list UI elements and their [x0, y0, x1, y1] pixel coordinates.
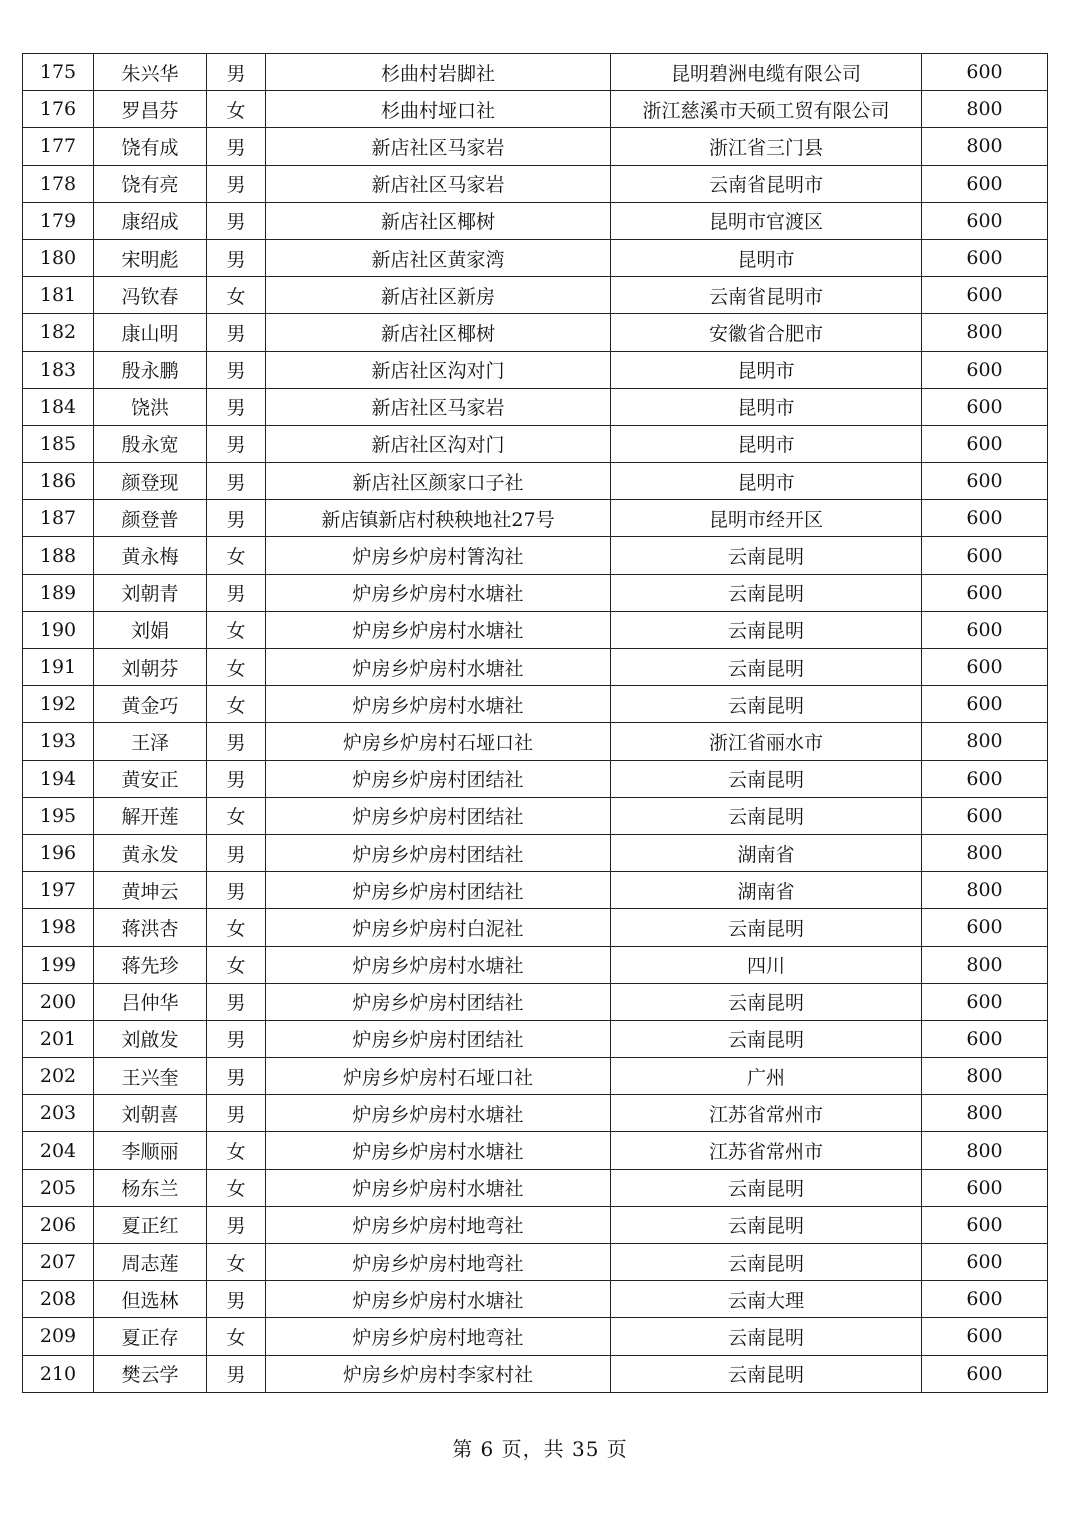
table-row: [23, 1281, 1048, 1318]
gender-cell: 男: [207, 165, 266, 202]
gender-cell: 女: [207, 1318, 266, 1355]
name-cell: 樊云学: [94, 1355, 207, 1392]
row-number: 181: [23, 277, 94, 314]
work-location-cell: 安徽省合肥市: [611, 314, 922, 351]
address-cell: 新店社区沟对门: [266, 425, 611, 462]
gender-cell: 女: [207, 909, 266, 946]
address-cell: 炉房乡炉房村水塘社: [266, 1095, 611, 1132]
work-location-cell: 浙江慈溪市天硕工贸有限公司: [611, 91, 922, 128]
amount-cell: 600: [922, 574, 1048, 611]
work-location-cell: 云南昆明: [611, 611, 922, 648]
table-row: [23, 834, 1048, 871]
row-number: 179: [23, 202, 94, 239]
row-number: 185: [23, 425, 94, 462]
work-location-cell: 云南昆明: [611, 649, 922, 686]
row-number: 199: [23, 946, 94, 983]
amount-cell: 600: [922, 54, 1048, 91]
table-row: [23, 277, 1048, 314]
row-number: 178: [23, 165, 94, 202]
address-cell: 新店社区黄家湾: [266, 239, 611, 276]
row-number: 180: [23, 239, 94, 276]
amount-cell: 600: [922, 686, 1048, 723]
name-cell: 蒋洪杏: [94, 909, 207, 946]
row-number: 202: [23, 1058, 94, 1095]
work-location-cell: 昆明市: [611, 239, 922, 276]
row-number: 182: [23, 314, 94, 351]
gender-cell: 女: [207, 1169, 266, 1206]
name-cell: 蒋先珍: [94, 946, 207, 983]
work-location-cell: 云南昆明: [611, 760, 922, 797]
table-row: [23, 574, 1048, 611]
gender-cell: 女: [207, 1132, 266, 1169]
gender-cell: 男: [207, 723, 266, 760]
address-cell: 炉房乡炉房村团结社: [266, 760, 611, 797]
address-cell: 炉房乡炉房村水塘社: [266, 686, 611, 723]
table-row: [23, 1244, 1048, 1281]
gender-cell: 男: [207, 500, 266, 537]
amount-cell: 600: [922, 463, 1048, 500]
table-row: [23, 91, 1048, 128]
table-row: [23, 760, 1048, 797]
work-location-cell: 云南昆明: [611, 983, 922, 1020]
table-row: [23, 1020, 1048, 1057]
name-cell: 王兴奎: [94, 1058, 207, 1095]
address-cell: 炉房乡炉房村箐沟社: [266, 537, 611, 574]
gender-cell: 女: [207, 277, 266, 314]
gender-cell: 男: [207, 239, 266, 276]
address-cell: 炉房乡炉房村石垭口社: [266, 1058, 611, 1095]
work-location-cell: 昆明市: [611, 463, 922, 500]
amount-cell: 600: [922, 239, 1048, 276]
amount-cell: 600: [922, 1020, 1048, 1057]
name-cell: 黄永梅: [94, 537, 207, 574]
table-row: [23, 1318, 1048, 1355]
table-row: [23, 946, 1048, 983]
work-location-cell: 云南昆明: [611, 1318, 922, 1355]
amount-cell: 800: [922, 946, 1048, 983]
work-location-cell: 江苏省常州市: [611, 1132, 922, 1169]
work-location-cell: 广州: [611, 1058, 922, 1095]
amount-cell: 600: [922, 797, 1048, 834]
address-cell: 新店社区马家岩: [266, 128, 611, 165]
table-row: [23, 388, 1048, 425]
address-cell: 新店社区椰树: [266, 314, 611, 351]
work-location-cell: 云南省昆明市: [611, 165, 922, 202]
amount-cell: 600: [922, 1206, 1048, 1243]
row-number: 192: [23, 686, 94, 723]
table-row: [23, 500, 1048, 537]
row-number: 201: [23, 1020, 94, 1057]
gender-cell: 男: [207, 314, 266, 351]
work-location-cell: 昆明市官渡区: [611, 202, 922, 239]
table-row: [23, 425, 1048, 462]
table-row: [23, 611, 1048, 648]
name-cell: 殷永宽: [94, 425, 207, 462]
name-cell: 黄金巧: [94, 686, 207, 723]
amount-cell: 800: [922, 723, 1048, 760]
row-number: 186: [23, 463, 94, 500]
work-location-cell: 四川: [611, 946, 922, 983]
row-number: 197: [23, 872, 94, 909]
address-cell: 炉房乡炉房村地弯社: [266, 1318, 611, 1355]
address-cell: 炉房乡炉房村地弯社: [266, 1206, 611, 1243]
table-row: [23, 1206, 1048, 1243]
table-row: [23, 649, 1048, 686]
row-number: 176: [23, 91, 94, 128]
name-cell: 颜登普: [94, 500, 207, 537]
row-number: 188: [23, 537, 94, 574]
name-cell: 李顺丽: [94, 1132, 207, 1169]
table-row: [23, 351, 1048, 388]
name-cell: 夏正存: [94, 1318, 207, 1355]
name-cell: 刘啟发: [94, 1020, 207, 1057]
row-number: 183: [23, 351, 94, 388]
work-location-cell: 云南省昆明市: [611, 277, 922, 314]
table-row: [23, 983, 1048, 1020]
amount-cell: 600: [922, 500, 1048, 537]
work-location-cell: 昆明市经开区: [611, 500, 922, 537]
row-number: 175: [23, 54, 94, 91]
address-cell: 新店社区沟对门: [266, 351, 611, 388]
gender-cell: 男: [207, 1355, 266, 1392]
gender-cell: 男: [207, 983, 266, 1020]
address-cell: 炉房乡炉房村团结社: [266, 983, 611, 1020]
table-row: [23, 202, 1048, 239]
table-row: [23, 1095, 1048, 1132]
amount-cell: 800: [922, 834, 1048, 871]
address-cell: 新店社区马家岩: [266, 165, 611, 202]
gender-cell: 男: [207, 128, 266, 165]
gender-cell: 男: [207, 760, 266, 797]
address-cell: 新店社区马家岩: [266, 388, 611, 425]
row-number: 177: [23, 128, 94, 165]
gender-cell: 女: [207, 946, 266, 983]
amount-cell: 600: [922, 202, 1048, 239]
amount-cell: 600: [922, 425, 1048, 462]
amount-cell: 600: [922, 649, 1048, 686]
row-number: 194: [23, 760, 94, 797]
row-number: 210: [23, 1355, 94, 1392]
name-cell: 饶有亮: [94, 165, 207, 202]
work-location-cell: 昆明市: [611, 351, 922, 388]
address-cell: 炉房乡炉房村地弯社: [266, 1244, 611, 1281]
row-number: 193: [23, 723, 94, 760]
row-number: 209: [23, 1318, 94, 1355]
table-row: [23, 909, 1048, 946]
address-cell: 炉房乡炉房村团结社: [266, 834, 611, 871]
name-cell: 康山明: [94, 314, 207, 351]
work-location-cell: 云南昆明: [611, 1206, 922, 1243]
table-row: [23, 723, 1048, 760]
name-cell: 解开莲: [94, 797, 207, 834]
table-row: [23, 1169, 1048, 1206]
address-cell: 炉房乡炉房村水塘社: [266, 946, 611, 983]
address-cell: 炉房乡炉房村石垭口社: [266, 723, 611, 760]
gender-cell: 男: [207, 1058, 266, 1095]
row-number: 189: [23, 574, 94, 611]
address-cell: 炉房乡炉房村水塘社: [266, 649, 611, 686]
table-row: [23, 239, 1048, 276]
work-location-cell: 湖南省: [611, 872, 922, 909]
amount-cell: 600: [922, 1355, 1048, 1392]
gender-cell: 女: [207, 91, 266, 128]
gender-cell: 男: [207, 425, 266, 462]
row-number: 208: [23, 1281, 94, 1318]
table-row: [23, 314, 1048, 351]
work-location-cell: 云南昆明: [611, 797, 922, 834]
address-cell: 炉房乡炉房村团结社: [266, 872, 611, 909]
address-cell: 新店社区新房: [266, 277, 611, 314]
gender-cell: 男: [207, 574, 266, 611]
work-location-cell: 云南昆明: [611, 537, 922, 574]
name-cell: 刘朝芬: [94, 649, 207, 686]
name-cell: 吕仲华: [94, 983, 207, 1020]
name-cell: 宋明彪: [94, 239, 207, 276]
name-cell: 夏正红: [94, 1206, 207, 1243]
name-cell: 周志莲: [94, 1244, 207, 1281]
gender-cell: 男: [207, 1095, 266, 1132]
address-cell: 杉曲村岩脚社: [266, 54, 611, 91]
name-cell: 但选林: [94, 1281, 207, 1318]
gender-cell: 女: [207, 649, 266, 686]
row-number: 184: [23, 388, 94, 425]
table-row: [23, 872, 1048, 909]
table-row: [23, 54, 1048, 91]
amount-cell: 600: [922, 1169, 1048, 1206]
address-cell: 炉房乡炉房村白泥社: [266, 909, 611, 946]
name-cell: 饶洪: [94, 388, 207, 425]
table-row: [23, 1058, 1048, 1095]
amount-cell: 600: [922, 351, 1048, 388]
table-body: [23, 54, 1048, 1393]
name-cell: 罗昌芬: [94, 91, 207, 128]
gender-cell: 男: [207, 54, 266, 91]
work-location-cell: 云南昆明: [611, 574, 922, 611]
table-row: [23, 1132, 1048, 1169]
work-location-cell: 浙江省三门县: [611, 128, 922, 165]
row-number: 207: [23, 1244, 94, 1281]
name-cell: 黄永发: [94, 834, 207, 871]
gender-cell: 女: [207, 797, 266, 834]
name-cell: 殷永鹏: [94, 351, 207, 388]
address-cell: 炉房乡炉房村团结社: [266, 797, 611, 834]
name-cell: 王泽: [94, 723, 207, 760]
row-number: 200: [23, 983, 94, 1020]
row-number: 190: [23, 611, 94, 648]
table-row: [23, 537, 1048, 574]
gender-cell: 女: [207, 611, 266, 648]
amount-cell: 600: [922, 277, 1048, 314]
work-location-cell: 浙江省丽水市: [611, 723, 922, 760]
work-location-cell: 云南昆明: [611, 909, 922, 946]
data-table: [22, 53, 1048, 1393]
amount-cell: 800: [922, 872, 1048, 909]
name-cell: 黄坤云: [94, 872, 207, 909]
row-number: 191: [23, 649, 94, 686]
address-cell: 杉曲村垭口社: [266, 91, 611, 128]
name-cell: 刘朝青: [94, 574, 207, 611]
row-number: 206: [23, 1206, 94, 1243]
gender-cell: 女: [207, 537, 266, 574]
work-location-cell: 云南昆明: [611, 1355, 922, 1392]
gender-cell: 男: [207, 388, 266, 425]
work-location-cell: 云南昆明: [611, 1020, 922, 1057]
gender-cell: 男: [207, 872, 266, 909]
row-number: 195: [23, 797, 94, 834]
name-cell: 颜登现: [94, 463, 207, 500]
amount-cell: 600: [922, 909, 1048, 946]
amount-cell: 600: [922, 983, 1048, 1020]
page-footer: 第 6 页，共 35 页: [452, 1437, 628, 1461]
gender-cell: 男: [207, 834, 266, 871]
amount-cell: 600: [922, 537, 1048, 574]
gender-cell: 男: [207, 463, 266, 500]
amount-cell: 600: [922, 388, 1048, 425]
name-cell: 刘娟: [94, 611, 207, 648]
gender-cell: 男: [207, 1281, 266, 1318]
address-cell: 炉房乡炉房村水塘社: [266, 574, 611, 611]
gender-cell: 男: [207, 1020, 266, 1057]
work-location-cell: 昆明市: [611, 425, 922, 462]
name-cell: 黄安正: [94, 760, 207, 797]
amount-cell: 600: [922, 1318, 1048, 1355]
gender-cell: 男: [207, 351, 266, 388]
work-location-cell: 云南昆明: [611, 1244, 922, 1281]
address-cell: 炉房乡炉房村李家村社: [266, 1355, 611, 1392]
work-location-cell: 云南昆明: [611, 1169, 922, 1206]
gender-cell: 男: [207, 202, 266, 239]
address-cell: 新店镇新店村秧秧地社27号: [266, 500, 611, 537]
row-number: 204: [23, 1132, 94, 1169]
work-location-cell: 湖南省: [611, 834, 922, 871]
name-cell: 饶有成: [94, 128, 207, 165]
amount-cell: 800: [922, 1095, 1048, 1132]
amount-cell: 800: [922, 128, 1048, 165]
address-cell: 炉房乡炉房村水塘社: [266, 1169, 611, 1206]
name-cell: 冯钦春: [94, 277, 207, 314]
work-location-cell: 云南大理: [611, 1281, 922, 1318]
gender-cell: 女: [207, 686, 266, 723]
table-row: [23, 128, 1048, 165]
row-number: 205: [23, 1169, 94, 1206]
row-number: 187: [23, 500, 94, 537]
address-cell: 新店社区椰树: [266, 202, 611, 239]
table-row: [23, 1355, 1048, 1392]
amount-cell: 800: [922, 314, 1048, 351]
gender-cell: 女: [207, 1244, 266, 1281]
amount-cell: 600: [922, 760, 1048, 797]
name-cell: 刘朝喜: [94, 1095, 207, 1132]
amount-cell: 800: [922, 1132, 1048, 1169]
row-number: 196: [23, 834, 94, 871]
amount-cell: 600: [922, 165, 1048, 202]
address-cell: 炉房乡炉房村水塘社: [266, 1132, 611, 1169]
work-location-cell: 昆明市: [611, 388, 922, 425]
amount-cell: 600: [922, 1244, 1048, 1281]
name-cell: 康绍成: [94, 202, 207, 239]
address-cell: 炉房乡炉房村水塘社: [266, 611, 611, 648]
row-number: 203: [23, 1095, 94, 1132]
work-location-cell: 昆明碧洲电缆有限公司: [611, 54, 922, 91]
work-location-cell: 江苏省常州市: [611, 1095, 922, 1132]
gender-cell: 男: [207, 1206, 266, 1243]
row-number: 198: [23, 909, 94, 946]
address-cell: 炉房乡炉房村水塘社: [266, 1281, 611, 1318]
table-row: [23, 165, 1048, 202]
address-cell: 新店社区颜家口子社: [266, 463, 611, 500]
amount-cell: 600: [922, 611, 1048, 648]
name-cell: 朱兴华: [94, 54, 207, 91]
amount-cell: 800: [922, 91, 1048, 128]
amount-cell: 800: [922, 1058, 1048, 1095]
table-row: [23, 686, 1048, 723]
name-cell: 杨东兰: [94, 1169, 207, 1206]
table-row: [23, 797, 1048, 834]
amount-cell: 600: [922, 1281, 1048, 1318]
address-cell: 炉房乡炉房村团结社: [266, 1020, 611, 1057]
work-location-cell: 云南昆明: [611, 686, 922, 723]
table-row: [23, 463, 1048, 500]
